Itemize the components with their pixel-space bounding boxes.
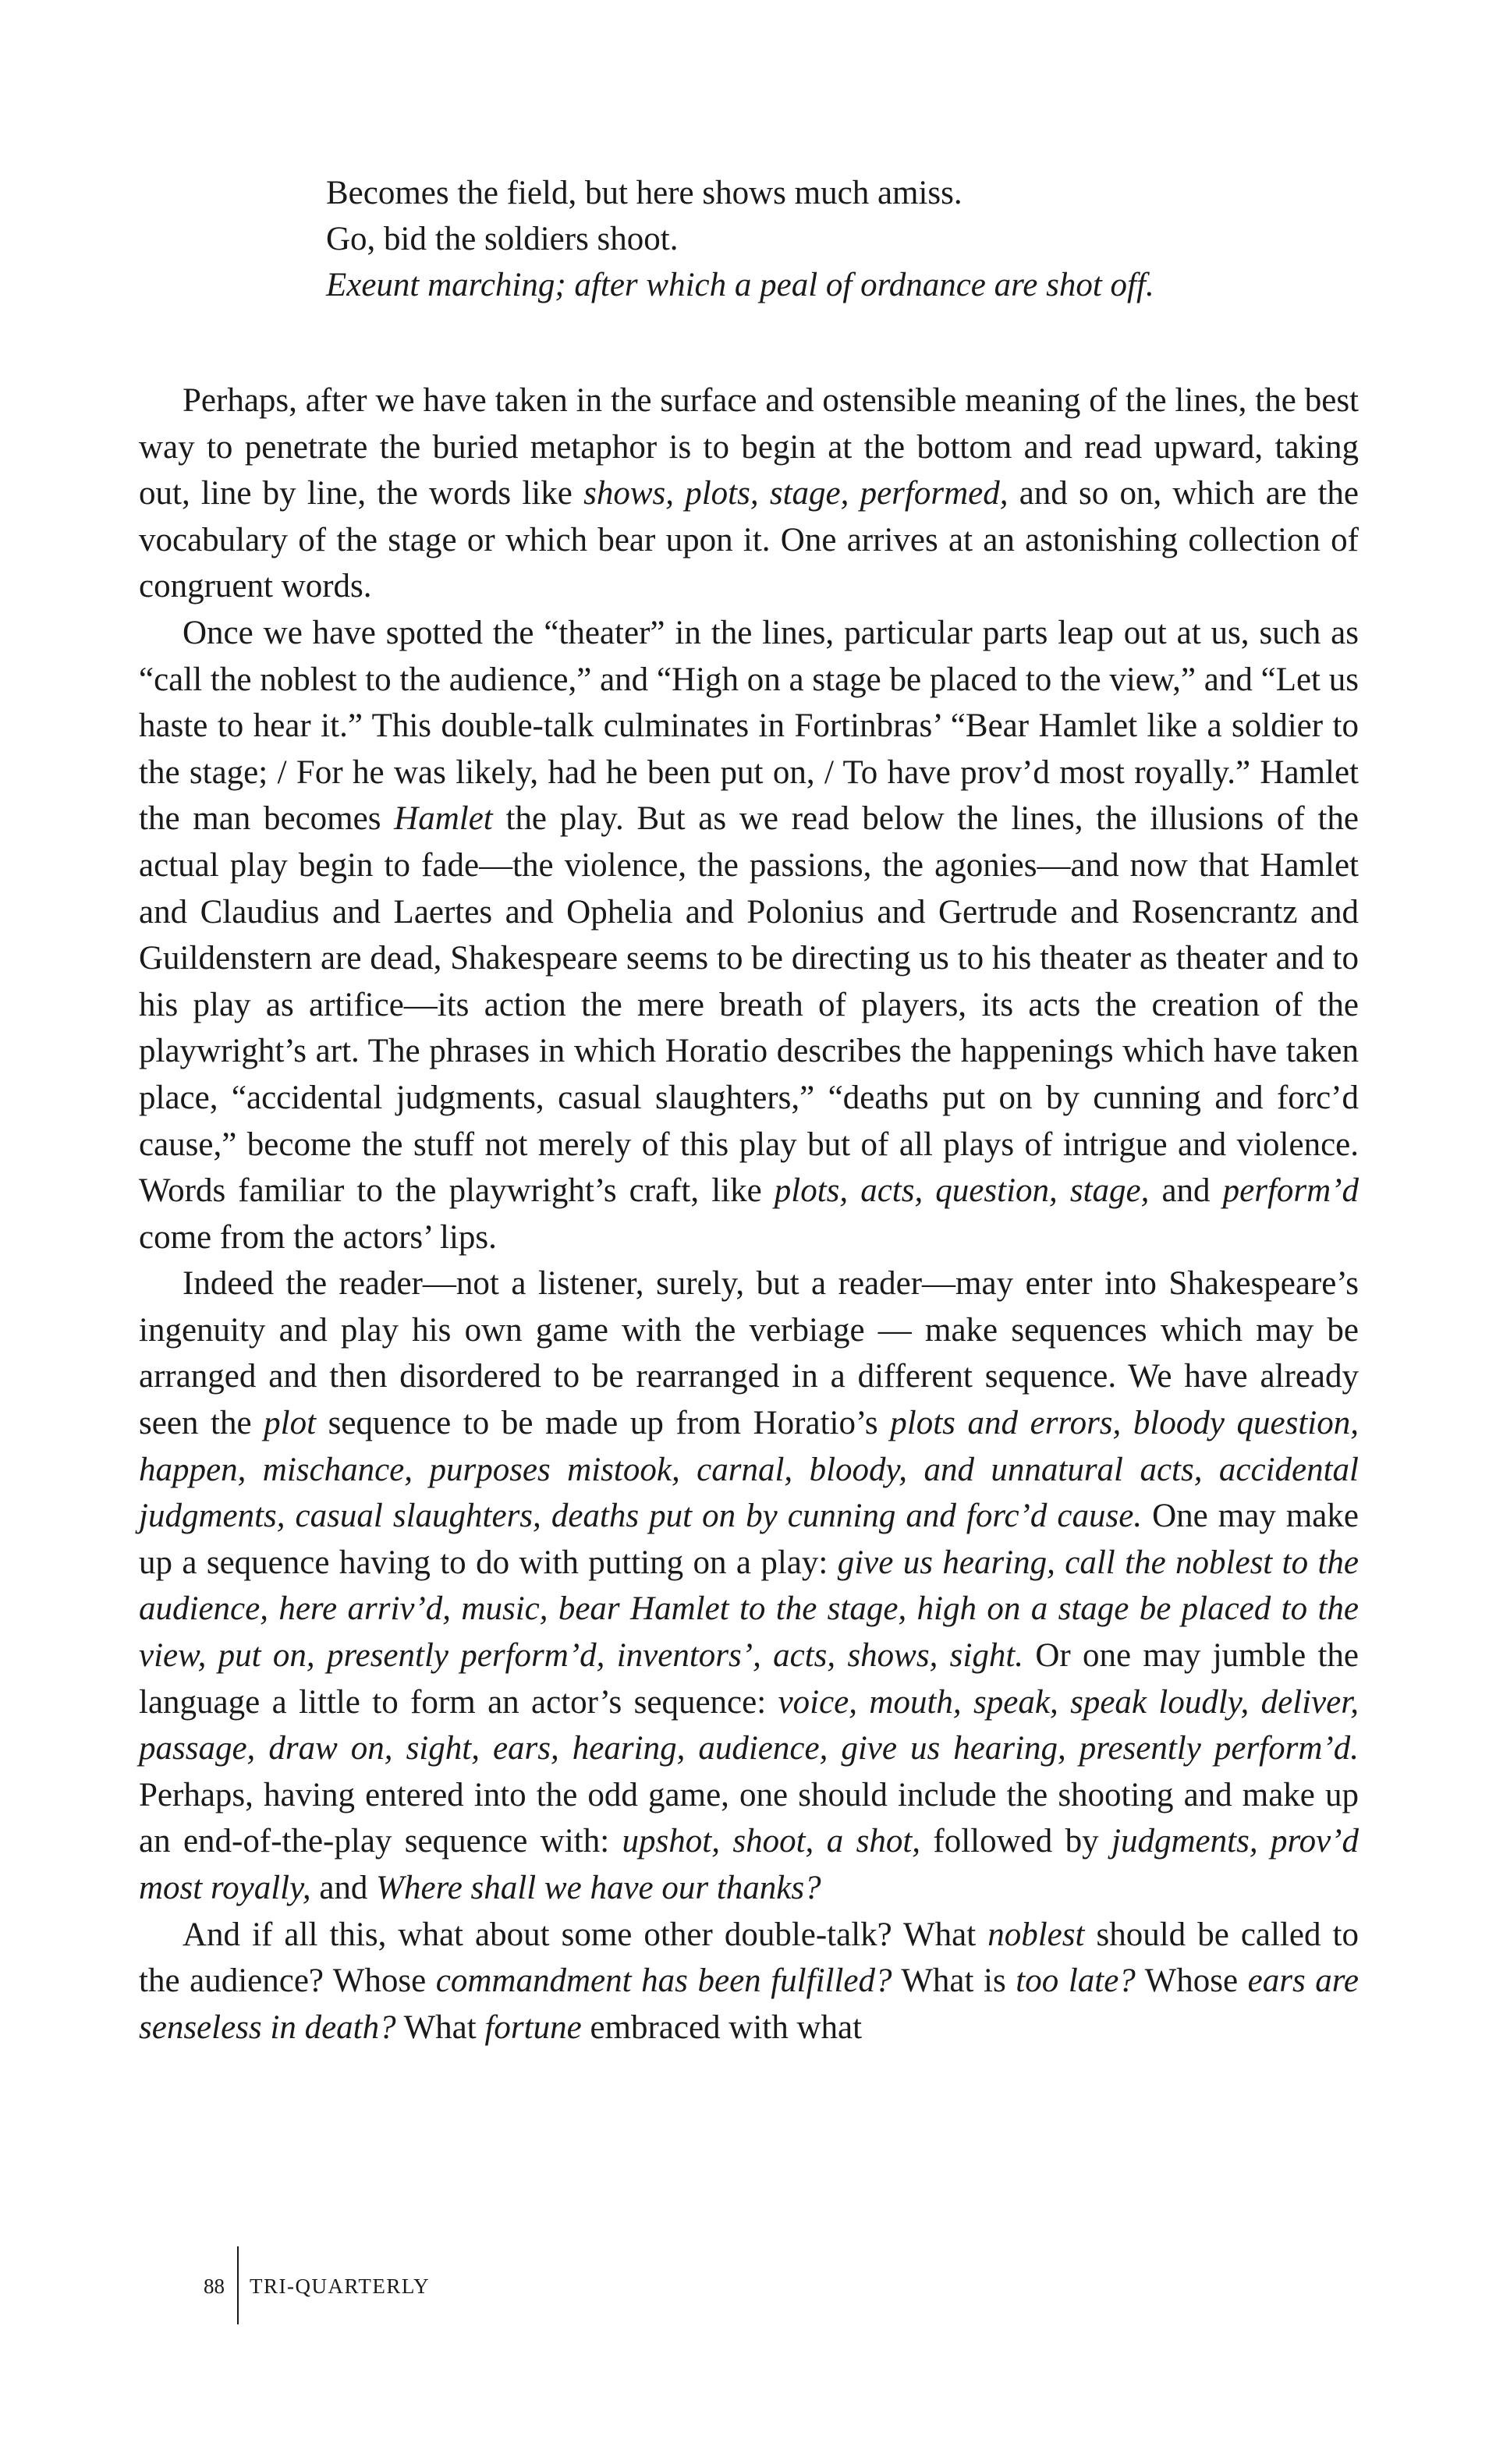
italic-run: commandment has been fulfilled? xyxy=(435,1962,892,2000)
italic-run: give us hearing, call the noblest to the audience, here arriv’d, music, bear Hamlet to the stage, high on a stage be placed to the view, put on, presently perform’d, inventors’, acts, shows, sight. xyxy=(139,1544,1359,1675)
italic-run: perform’d xyxy=(1222,1172,1359,1210)
paragraph xyxy=(139,610,1359,1260)
text-run: followed by xyxy=(920,1823,1112,1860)
italic-run: shows, plots, stage, performed, xyxy=(583,475,1009,512)
text-run: come from the actors’ lips. xyxy=(139,1218,497,1256)
italic-run: Where shall we have our thanks? xyxy=(376,1870,821,1906)
italic-run: judgments, prov’d most royally, xyxy=(139,1823,1359,1906)
text-run: One may make up a sequence having to do with putting on a play: xyxy=(139,1498,1359,1581)
text-run: and so on, which are the vocabulary of the stage or which bear upon it. One arrives at an astonishing collection of congruent words. xyxy=(139,475,1359,605)
italic-run: noblest xyxy=(987,1916,1085,1953)
paragraph xyxy=(139,1912,1359,2051)
text-run: Once we have spotted the “theater” in the lines, particular parts leap out at us, such as “call the noblest to the audience,” and “High on a stage be placed to the view,” and “Let us haste to hear it.” This double-talk culminates in Fortinbras’ “Bear Hamlet like a soldier to the stage; / For he was likely, had he been put on, / To have prov’d most royally.” Hamlet the man becomes xyxy=(139,614,1359,838)
text-run: and xyxy=(1149,1172,1223,1210)
page-number: 88 xyxy=(204,2274,225,2298)
journal-title: TRI-QUARTERLY xyxy=(250,2274,431,2298)
italic-run: too late? xyxy=(1016,1962,1136,2000)
text-run: should be called to the audience? Whose xyxy=(139,1916,1359,2000)
verse-quotation xyxy=(326,170,1418,308)
text-run: Indeed the reader—not a listener, surely, but a reader—may enter into Shakespeare’s ingenuity and play his own game with the verbiage — make sequences which may be arranged and then disordered to be rearranged in a different sequence. We have already seen the xyxy=(139,1265,1359,1442)
text-run: What xyxy=(395,2008,485,2046)
text-run: And if all this, what about some other double-talk? What xyxy=(183,1916,988,1953)
verse-line: Becomes the field, but here shows much amiss. xyxy=(326,175,962,211)
italic-run: Hamlet xyxy=(394,800,493,838)
body-text xyxy=(139,378,1359,2051)
footer-rule xyxy=(237,2246,239,2324)
italic-run: plot xyxy=(264,1405,317,1442)
text-run: and xyxy=(310,1870,377,1906)
text-run: Whose xyxy=(1135,1962,1248,2000)
text-run: the play. But as we read below the lines, the illusions of the actual play begin to fade—the violence, the passions, the agonies—and now that Hamlet and Claudius and Laertes and Ophelia and Polonius and Gertrude and Rosencrantz and Guildenstern are dead, Shakespeare seems to be directing us to his theater as theater and to his play as artifice—its action the mere breath of players, its acts the creation of the playwright’s art. The phrases in which Horatio describes the happenings which have taken place, “accidental judgments, casual slaughters,” “deaths put on by cunning and forc’d cause,” become the stuff not merely of this play but of all plays of intrigue and violence. Words familiar to the playwright’s craft, like xyxy=(139,800,1359,1210)
text-run: sequence to be made up from Horatio’s xyxy=(316,1405,891,1442)
text-run: embraced with what xyxy=(581,2008,863,2046)
italic-run: plots and errors, bloody question, happen, mischance, purposes mistook, carnal, bloody, and unnatural acts, accidental judgments, casual slaughters, deaths put on by cunning and forc’d cause. xyxy=(139,1405,1359,1535)
italic-run: plots, acts, question, stage, xyxy=(774,1172,1150,1210)
paragraph xyxy=(139,1260,1359,1911)
text-run: Perhaps, having entered into the odd game, one should include the shooting and make up an end-of-the-play sequence with: xyxy=(139,1776,1359,1860)
paragraph xyxy=(139,378,1359,610)
text-run: Perhaps, after we have taken in the surface and ostensible meaning of the lines, the best way to penetrate the buried metaphor is to begin at the bottom and read upward, taking out, line by line, the words like xyxy=(139,382,1359,512)
page-footer xyxy=(186,2246,430,2332)
verse-line: Go, bid the soldiers shoot. xyxy=(326,221,679,257)
italic-run: ears are senseless in death? xyxy=(139,1962,1359,2046)
italic-run: upshot, shoot, a shot, xyxy=(622,1823,921,1860)
text-run: What is xyxy=(892,1962,1016,2000)
text-run: Or one may jumble the language a little to form an actor’s sequence: xyxy=(139,1637,1359,1721)
italic-run: fortune xyxy=(484,2008,582,2046)
stage-direction: Exeunt marching; after which a peal of ordnance are shot off. xyxy=(326,267,1154,303)
italic-run: voice, mouth, speak, speak loudly, deliver, passage, draw on, sight, ears, hearing, audience, give us hearing, presently perform’d. xyxy=(139,1683,1359,1767)
